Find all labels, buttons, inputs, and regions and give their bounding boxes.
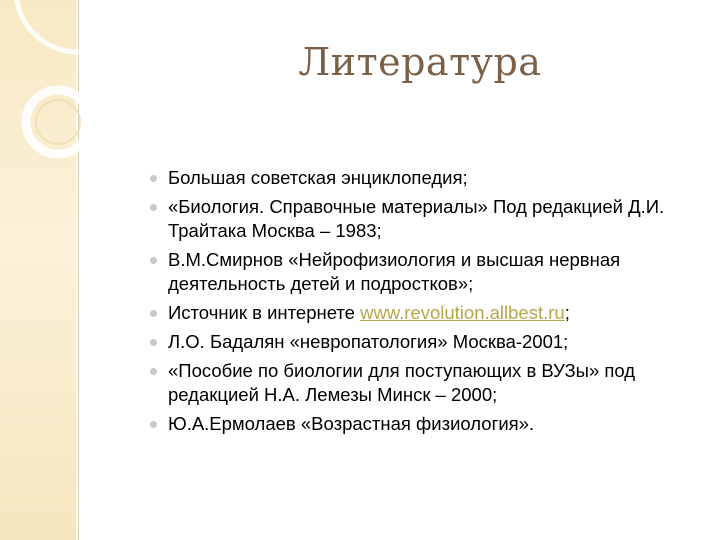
list-item-text: Л.О. Бадалян «невропатология» Москва-2001; bbox=[168, 331, 569, 352]
bullet-icon bbox=[150, 368, 157, 375]
slide-title: Литература bbox=[298, 40, 542, 84]
list-item bbox=[152, 330, 672, 354]
list-item bbox=[152, 195, 672, 243]
list-item bbox=[152, 412, 672, 436]
internet-source-link[interactable]: www.revolution.allbest.ru bbox=[360, 302, 565, 323]
bullet-icon bbox=[150, 310, 157, 317]
list-item-prefix: Источник в интернете bbox=[168, 302, 361, 323]
bullet-icon bbox=[150, 204, 157, 211]
list-item bbox=[152, 248, 672, 296]
bullet-icon bbox=[150, 421, 157, 428]
list-item bbox=[152, 166, 672, 190]
bullet-icon bbox=[150, 175, 157, 182]
list-item bbox=[152, 301, 672, 325]
list-item-text: Большая советская энциклопедия; bbox=[168, 167, 468, 188]
decorative-circles-icon bbox=[0, 0, 120, 200]
bibliography-list bbox=[152, 166, 672, 441]
list-item-suffix: ; bbox=[564, 302, 570, 323]
bullet-icon bbox=[150, 257, 157, 264]
bullet-icon bbox=[150, 339, 157, 346]
list-item-text: В.М.Смирнов «Нейрофизиология и высшая нервная деятельность детей и подростков»; bbox=[168, 249, 621, 294]
list-item-text: «Биология. Справочные материалы» Под редакцией Д.И. Трайтака Москва – 1983; bbox=[168, 196, 665, 241]
list-item bbox=[152, 359, 672, 407]
list-item-text: «Пособие по биологии для поступающих в ВУЗы» под редакцией Н.А. Лемезы Минск – 2000; bbox=[168, 360, 636, 405]
list-item-text: Ю.А.Ермолаев «Возрастная физиология». bbox=[168, 413, 535, 434]
